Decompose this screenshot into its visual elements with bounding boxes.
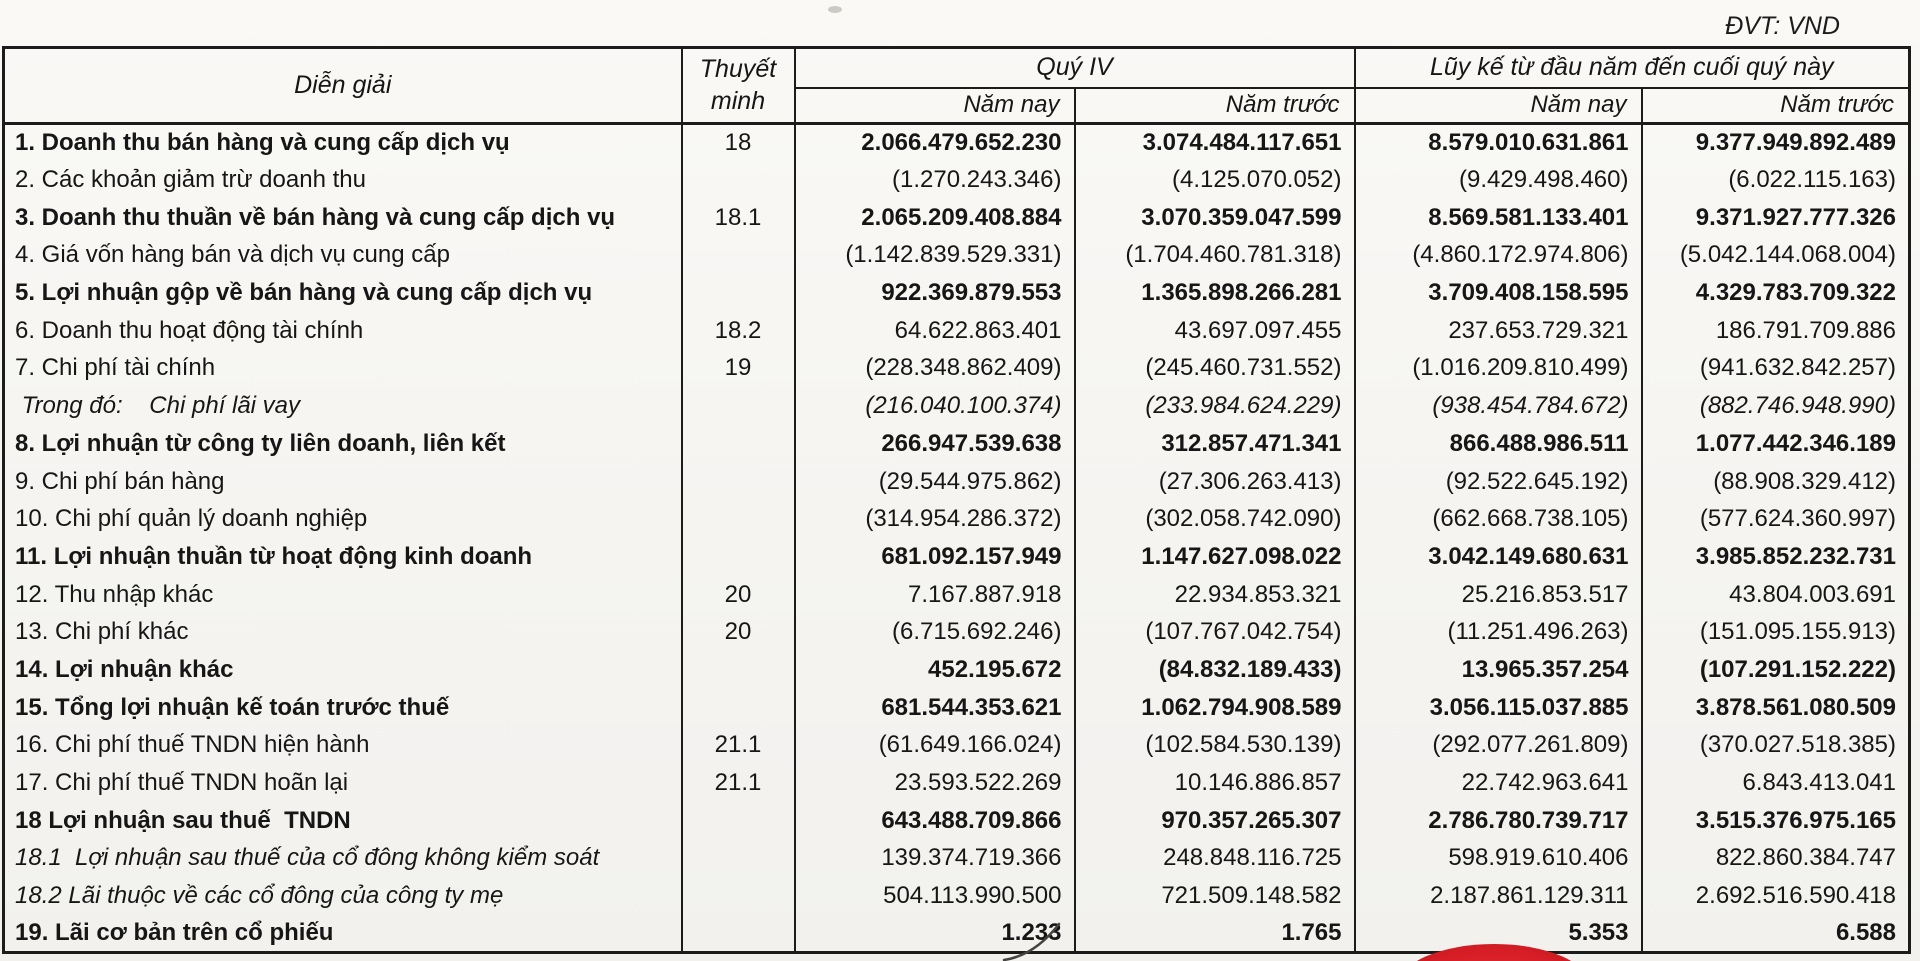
row-note-ref: 18.1 [682, 199, 795, 237]
cumulative-last-year-value: 186.791.709.886 [1642, 312, 1910, 350]
row-note-ref [682, 877, 795, 915]
table-row [4, 274, 1910, 312]
quarter-this-year-value: 452.195.672 [795, 651, 1075, 689]
row-note-ref [682, 161, 795, 199]
table-row [4, 877, 1910, 915]
header-cumulative-this-year: Năm nay [1355, 88, 1642, 124]
table-row [4, 613, 1910, 651]
table-row [4, 237, 1910, 275]
row-note-ref: 18 [682, 124, 795, 162]
quarter-this-year-value: (216.040.100.374) [795, 387, 1075, 425]
table-row [4, 161, 1910, 199]
cumulative-this-year-value: (292.077.261.809) [1355, 727, 1642, 765]
quarter-last-year-value: 970.357.265.307 [1075, 802, 1355, 840]
row-label: 13. Chi phí khác [15, 618, 189, 646]
table-row [4, 425, 1910, 463]
cumulative-last-year-value: 2.692.516.590.418 [1642, 877, 1910, 915]
cumulative-last-year-value: (6.022.115.163) [1642, 161, 1910, 199]
cumulative-this-year-value: 3.709.408.158.595 [1355, 274, 1642, 312]
row-label: 4. Giá vốn hàng bán và dịch vụ cung cấp [15, 241, 450, 269]
cumulative-last-year-value: 1.077.442.346.189 [1642, 425, 1910, 463]
quarter-last-year-value: 1.147.627.098.022 [1075, 538, 1355, 576]
row-note-ref [682, 387, 795, 425]
table-header [4, 48, 1910, 124]
row-label: 18.1 Lợi nhuận sau thuế của cổ đông không kiểm soát [15, 844, 600, 872]
header-cumulative: Lũy kế từ đầu năm đến cuối quý này [1355, 48, 1910, 88]
quarter-this-year-value: 2.066.479.652.230 [795, 124, 1075, 162]
row-note-ref: 21.1 [682, 764, 795, 802]
header-description: Diễn giải [4, 48, 682, 124]
row-note-ref: 18.2 [682, 312, 795, 350]
header-quarter-last-year: Năm trước [1075, 88, 1355, 124]
table-row [4, 802, 1910, 840]
cumulative-last-year-value: (370.027.518.385) [1642, 727, 1910, 765]
table-row [4, 840, 1910, 878]
cumulative-last-year-value: 6.588 [1642, 915, 1910, 953]
quarter-last-year-value: 3.070.359.047.599 [1075, 199, 1355, 237]
row-note-ref: 21.1 [682, 727, 795, 765]
row-note-ref [682, 538, 795, 576]
cumulative-this-year-value: 866.488.986.511 [1355, 425, 1642, 463]
cumulative-last-year-value: (107.291.152.222) [1642, 651, 1910, 689]
quarter-last-year-value: (102.584.530.139) [1075, 727, 1355, 765]
quarter-this-year-value: 643.488.709.866 [795, 802, 1075, 840]
cumulative-last-year-value: 6.843.413.041 [1642, 764, 1910, 802]
cumulative-last-year-value: 43.804.003.691 [1642, 576, 1910, 614]
row-note-ref [682, 651, 795, 689]
cumulative-this-year-value: 25.216.853.517 [1355, 576, 1642, 614]
cumulative-this-year-value: 3.042.149.680.631 [1355, 538, 1642, 576]
quarter-this-year-value: (6.715.692.246) [795, 613, 1075, 651]
cumulative-this-year-value: 8.579.010.631.861 [1355, 124, 1642, 162]
cumulative-this-year-value: 3.056.115.037.885 [1355, 689, 1642, 727]
table-row [4, 387, 1910, 425]
cumulative-this-year-value: (662.668.738.105) [1355, 500, 1642, 538]
header-quarter-this-year: Năm nay [795, 88, 1075, 124]
row-note-ref [682, 915, 795, 953]
quarter-last-year-value: (4.125.070.052) [1075, 161, 1355, 199]
row-label: 12. Thu nhập khác [15, 580, 214, 608]
row-note-ref [682, 463, 795, 501]
cumulative-this-year-value: 2.187.861.129.311 [1355, 877, 1642, 915]
quarter-this-year-value: 504.113.990.500 [795, 877, 1075, 915]
table-row [4, 124, 1910, 162]
row-note-ref: 20 [682, 613, 795, 651]
quarter-last-year-value: 3.074.484.117.651 [1075, 124, 1355, 162]
cumulative-this-year-value: 237.653.729.321 [1355, 312, 1642, 350]
table-row [4, 915, 1910, 953]
row-label: 1. Doanh thu bán hàng và cung cấp dịch vụ [15, 129, 510, 157]
quarter-last-year-value: (245.460.731.552) [1075, 350, 1355, 388]
header-quarter-4: Quý IV [795, 48, 1355, 88]
quarter-this-year-value: 1.233 [795, 915, 1075, 953]
table-row [4, 576, 1910, 614]
row-label: 14. Lợi nhuận khác [15, 655, 234, 683]
row-label: 7. Chi phí tài chính [15, 354, 216, 382]
row-note-ref [682, 274, 795, 312]
cumulative-this-year-value: 22.742.963.641 [1355, 764, 1642, 802]
row-label: 3. Doanh thu thuần về bán hàng và cung cấp dịch vụ [15, 203, 616, 231]
quarter-last-year-value: (84.832.189.433) [1075, 651, 1355, 689]
quarter-last-year-value: (27.306.263.413) [1075, 463, 1355, 501]
pen-mark [996, 920, 1068, 961]
cumulative-last-year-value: 9.377.949.892.489 [1642, 124, 1910, 162]
quarter-last-year-value: 1.765 [1075, 915, 1355, 953]
row-note-ref [682, 237, 795, 275]
row-label: 18 Lợi nhuận sau thuế TNDN [15, 806, 351, 834]
cumulative-last-year-value: (88.908.329.412) [1642, 463, 1910, 501]
row-note-ref [682, 500, 795, 538]
row-label: 11. Lợi nhuận thuần từ hoạt động kinh doanh [15, 542, 533, 570]
cumulative-this-year-value: 8.569.581.133.401 [1355, 199, 1642, 237]
quarter-last-year-value: (1.704.460.781.318) [1075, 237, 1355, 275]
cumulative-this-year-value: (4.860.172.974.806) [1355, 237, 1642, 275]
cumulative-this-year-value: 2.786.780.739.717 [1355, 802, 1642, 840]
row-note-ref: 20 [682, 576, 795, 614]
row-note-ref [682, 689, 795, 727]
row-label: 8. Lợi nhuận từ công ty liên doanh, liên kết [15, 429, 506, 457]
table-row [4, 463, 1910, 501]
table-row [4, 500, 1910, 538]
row-label: 2. Các khoản giảm trừ doanh thu [15, 166, 366, 194]
table-body [4, 124, 1910, 953]
cumulative-last-year-value: 4.329.783.709.322 [1642, 274, 1910, 312]
quarter-this-year-value: (1.270.243.346) [795, 161, 1075, 199]
quarter-this-year-value: 922.369.879.553 [795, 274, 1075, 312]
quarter-this-year-value: 139.374.719.366 [795, 840, 1075, 878]
cumulative-this-year-value: 598.919.610.406 [1355, 840, 1642, 878]
cumulative-last-year-value: (577.624.360.997) [1642, 500, 1910, 538]
cumulative-last-year-value: (882.746.948.990) [1642, 387, 1910, 425]
quarter-last-year-value: (233.984.624.229) [1075, 387, 1355, 425]
cumulative-last-year-value: (5.042.144.068.004) [1642, 237, 1910, 275]
header-cumulative-last-year: Năm trước [1642, 88, 1910, 124]
row-label: 10. Chi phí quản lý doanh nghiệp [15, 505, 368, 533]
income-statement-table [2, 46, 1911, 954]
cumulative-this-year-value: 5.353 [1355, 915, 1642, 953]
row-label: 9. Chi phí bán hàng [15, 467, 225, 495]
quarter-this-year-value: (61.649.166.024) [795, 727, 1075, 765]
row-label: 18.2 Lãi thuộc về các cổ đông của công ty mẹ [15, 882, 504, 910]
quarter-last-year-value: 1.062.794.908.589 [1075, 689, 1355, 727]
quarter-last-year-value: 312.857.471.341 [1075, 425, 1355, 463]
quarter-last-year-value: 248.848.116.725 [1075, 840, 1355, 878]
quarter-last-year-value: (302.058.742.090) [1075, 500, 1355, 538]
quarter-last-year-value: 1.365.898.266.281 [1075, 274, 1355, 312]
cumulative-this-year-value: (938.454.784.672) [1355, 387, 1642, 425]
row-note-ref [682, 840, 795, 878]
quarter-this-year-value: (1.142.839.529.331) [795, 237, 1075, 275]
row-label: 15. Tổng lợi nhuận kế toán trước thuế [15, 693, 450, 721]
cumulative-last-year-value: 9.371.927.777.326 [1642, 199, 1910, 237]
row-label: Trong đó: Chi phí lãi vay [15, 392, 301, 420]
row-label: 17. Chi phí thuế TNDN hoãn lại [15, 769, 349, 797]
row-note-ref [682, 802, 795, 840]
table-row [4, 538, 1910, 576]
quarter-this-year-value: 681.544.353.621 [795, 689, 1075, 727]
cumulative-this-year-value: (1.016.209.810.499) [1355, 350, 1642, 388]
cumulative-last-year-value: (941.632.842.257) [1642, 350, 1910, 388]
table-row [4, 199, 1910, 237]
quarter-last-year-value: 721.509.148.582 [1075, 877, 1355, 915]
quarter-this-year-value: (314.954.286.372) [795, 500, 1075, 538]
quarter-this-year-value: 681.092.157.949 [795, 538, 1075, 576]
quarter-last-year-value: 10.146.886.857 [1075, 764, 1355, 802]
quarter-this-year-value: 2.065.209.408.884 [795, 199, 1075, 237]
table-row [4, 764, 1910, 802]
row-label: 6. Doanh thu hoạt động tài chính [15, 316, 364, 344]
table-row [4, 312, 1910, 350]
quarter-last-year-value: 22.934.853.321 [1075, 576, 1355, 614]
quarter-this-year-value: 7.167.887.918 [795, 576, 1075, 614]
table-row [4, 727, 1910, 765]
quarter-last-year-value: (107.767.042.754) [1075, 613, 1355, 651]
scan-noise [828, 6, 842, 13]
cumulative-last-year-value: 822.860.384.747 [1642, 840, 1910, 878]
cumulative-last-year-value: (151.095.155.913) [1642, 613, 1910, 651]
table-row [4, 651, 1910, 689]
quarter-this-year-value: 23.593.522.269 [795, 764, 1075, 802]
quarter-this-year-value: 266.947.539.638 [795, 425, 1075, 463]
row-note-ref: 19 [682, 350, 795, 388]
header-notes: Thuyết minh [682, 48, 795, 124]
cumulative-this-year-value: 13.965.357.254 [1355, 651, 1642, 689]
cumulative-last-year-value: 3.878.561.080.509 [1642, 689, 1910, 727]
cumulative-last-year-value: 3.985.852.232.731 [1642, 538, 1910, 576]
quarter-this-year-value: (29.544.975.862) [795, 463, 1075, 501]
table-row [4, 350, 1910, 388]
cumulative-this-year-value: (92.522.645.192) [1355, 463, 1642, 501]
cumulative-this-year-value: (11.251.496.263) [1355, 613, 1642, 651]
table-row [4, 689, 1910, 727]
cumulative-this-year-value: (9.429.498.460) [1355, 161, 1642, 199]
quarter-this-year-value: 64.622.863.401 [795, 312, 1075, 350]
row-label: 5. Lợi nhuận gộp về bán hàng và cung cấp dịch vụ [15, 279, 593, 307]
row-note-ref [682, 425, 795, 463]
row-label: 16. Chi phí thuế TNDN hiện hành [15, 731, 370, 759]
row-label: 19. Lãi cơ bản trên cổ phiếu [15, 919, 334, 947]
cumulative-last-year-value: 3.515.376.975.165 [1642, 802, 1910, 840]
quarter-last-year-value: 43.697.097.455 [1075, 312, 1355, 350]
currency-unit-label: ĐVT: VND [1725, 12, 1840, 40]
quarter-this-year-value: (228.348.862.409) [795, 350, 1075, 388]
